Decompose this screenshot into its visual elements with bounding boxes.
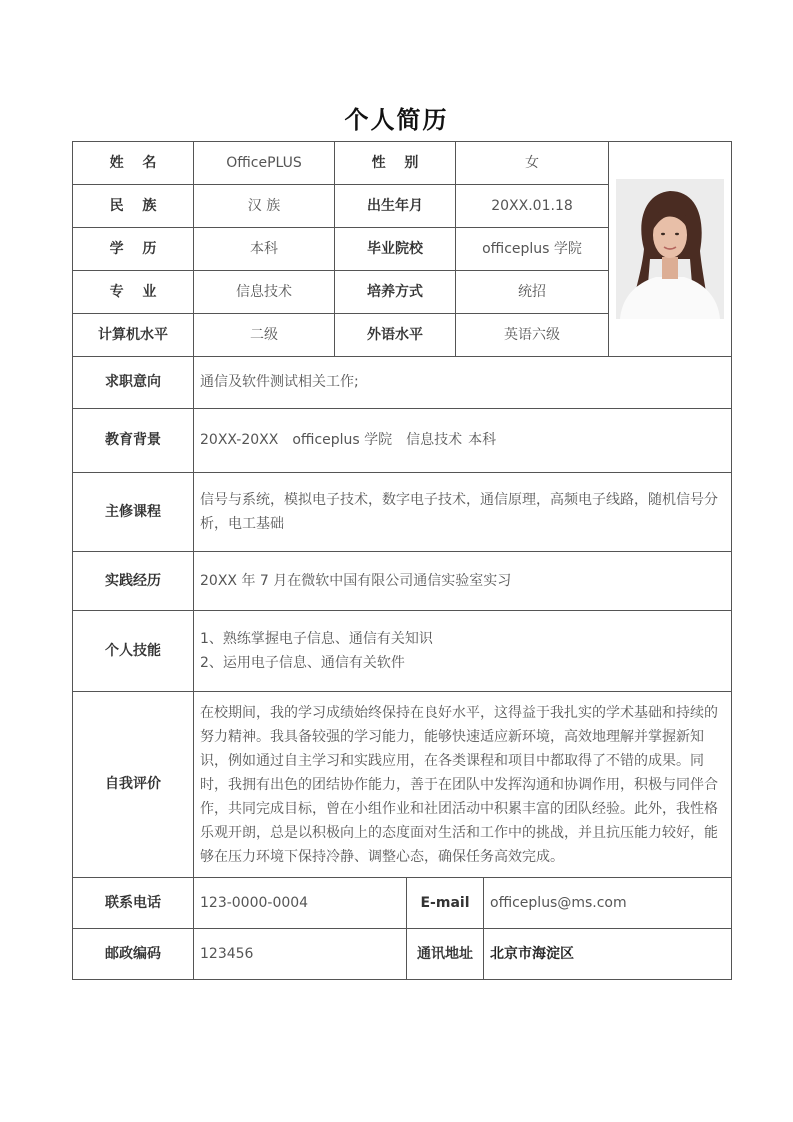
school-label: 毕业院校 (335, 228, 456, 271)
portrait-photo (616, 179, 724, 319)
resume-table (72, 141, 732, 878)
address-value: 北京市海淀区 (484, 929, 732, 980)
objective-label: 求职意向 (73, 357, 194, 409)
edu-major: 信息技术 (406, 432, 463, 449)
row-name (73, 142, 732, 185)
name-value: OfficePLUS (194, 142, 335, 185)
row-courses (73, 473, 732, 552)
photo-cell (609, 142, 732, 357)
self-value: 在校期间，我的学习成绩始终保持在良好水平，这得益于我扎实的学术基础和持续的努力精神。我具备较强的学习能力，能够快速适应新环境，高效地理解并掌握新知识，例如通过自主学习和实践应用，在各类课程和项目中都取得了不错的成果。同时，我拥有出色的团结协作能力，善于在团队中发挥沟通和协调作用，积极与同伴合作，共同完成目标，曾在小组作业和社团活动中积累丰富的团队经验。此外，我性格乐观开朗，总是以积极向上的态度面对生活和工作中的挑战，并且抗压能力较好，能够在压力环境下保持冷静、调整心态，确保任务高效完成。 (194, 692, 732, 878)
major-value: 信息技术 (194, 271, 335, 314)
email-label: E-mail (407, 878, 484, 929)
birth-value: 20XX.01.18 (456, 185, 609, 228)
training-value: 统招 (456, 271, 609, 314)
skills-label: 个人技能 (73, 611, 194, 692)
address-label: 通讯地址 (407, 929, 484, 980)
row-practice (73, 552, 732, 611)
education-value: 本科 (194, 228, 335, 271)
courses-label: 主修课程 (73, 473, 194, 552)
row-zip (73, 929, 732, 980)
zip-label: 邮政编码 (73, 929, 194, 980)
gender-value: 女 (456, 142, 609, 185)
gender-label: 性 别 (335, 142, 456, 185)
edu-years: 20XX-20XX (200, 432, 279, 449)
objective-value: 通信及软件测试相关工作; (194, 357, 732, 409)
training-label: 培养方式 (335, 271, 456, 314)
computer-label: 计算机水平 (73, 314, 194, 357)
school-value: officeplus 学院 (456, 228, 609, 271)
skill-item: 2、运用电子信息、通信有关软件 (200, 655, 405, 671)
language-label: 外语水平 (335, 314, 456, 357)
row-objective (73, 357, 732, 409)
phone-value: 123-0000-0004 (194, 878, 407, 929)
page-title: 个人简历 (344, 106, 449, 134)
courses-value: 信号与系统，模拟电子技术，数字电子技术，通信原理，高频电子线路，随机信号分析，电工基础 (194, 473, 732, 552)
birth-label: 出生年月 (335, 185, 456, 228)
phone-label: 联系电话 (73, 878, 194, 929)
ethnicity-value: 汉 族 (194, 185, 335, 228)
name-label: 姓 名 (73, 142, 194, 185)
major-label: 专 业 (73, 271, 194, 314)
edu-value (194, 409, 732, 473)
row-phone (73, 878, 732, 929)
education-label: 学 历 (73, 228, 194, 271)
edu-degree: 本科 (468, 432, 497, 449)
row-skills (73, 611, 732, 692)
practice-label: 实践经历 (73, 552, 194, 611)
zip-value: 123456 (194, 929, 407, 980)
language-value: 英语六级 (456, 314, 609, 357)
row-education-background (73, 409, 732, 473)
contact-table (72, 877, 732, 980)
skill-item: 1、熟练掌握电子信息、通信有关知识 (200, 631, 433, 647)
practice-value: 20XX 年 7 月在微软中国有限公司通信实验室实习 (194, 552, 732, 611)
computer-value: 二级 (194, 314, 335, 357)
ethnicity-label: 民 族 (73, 185, 194, 228)
email-value: officeplus@ms.com (484, 878, 732, 929)
self-label: 自我评价 (73, 692, 194, 878)
edu-school: officeplus 学院 (292, 432, 393, 449)
skills-value (194, 611, 732, 692)
row-self-evaluation (73, 692, 732, 878)
edu-label: 教育背景 (73, 409, 194, 473)
